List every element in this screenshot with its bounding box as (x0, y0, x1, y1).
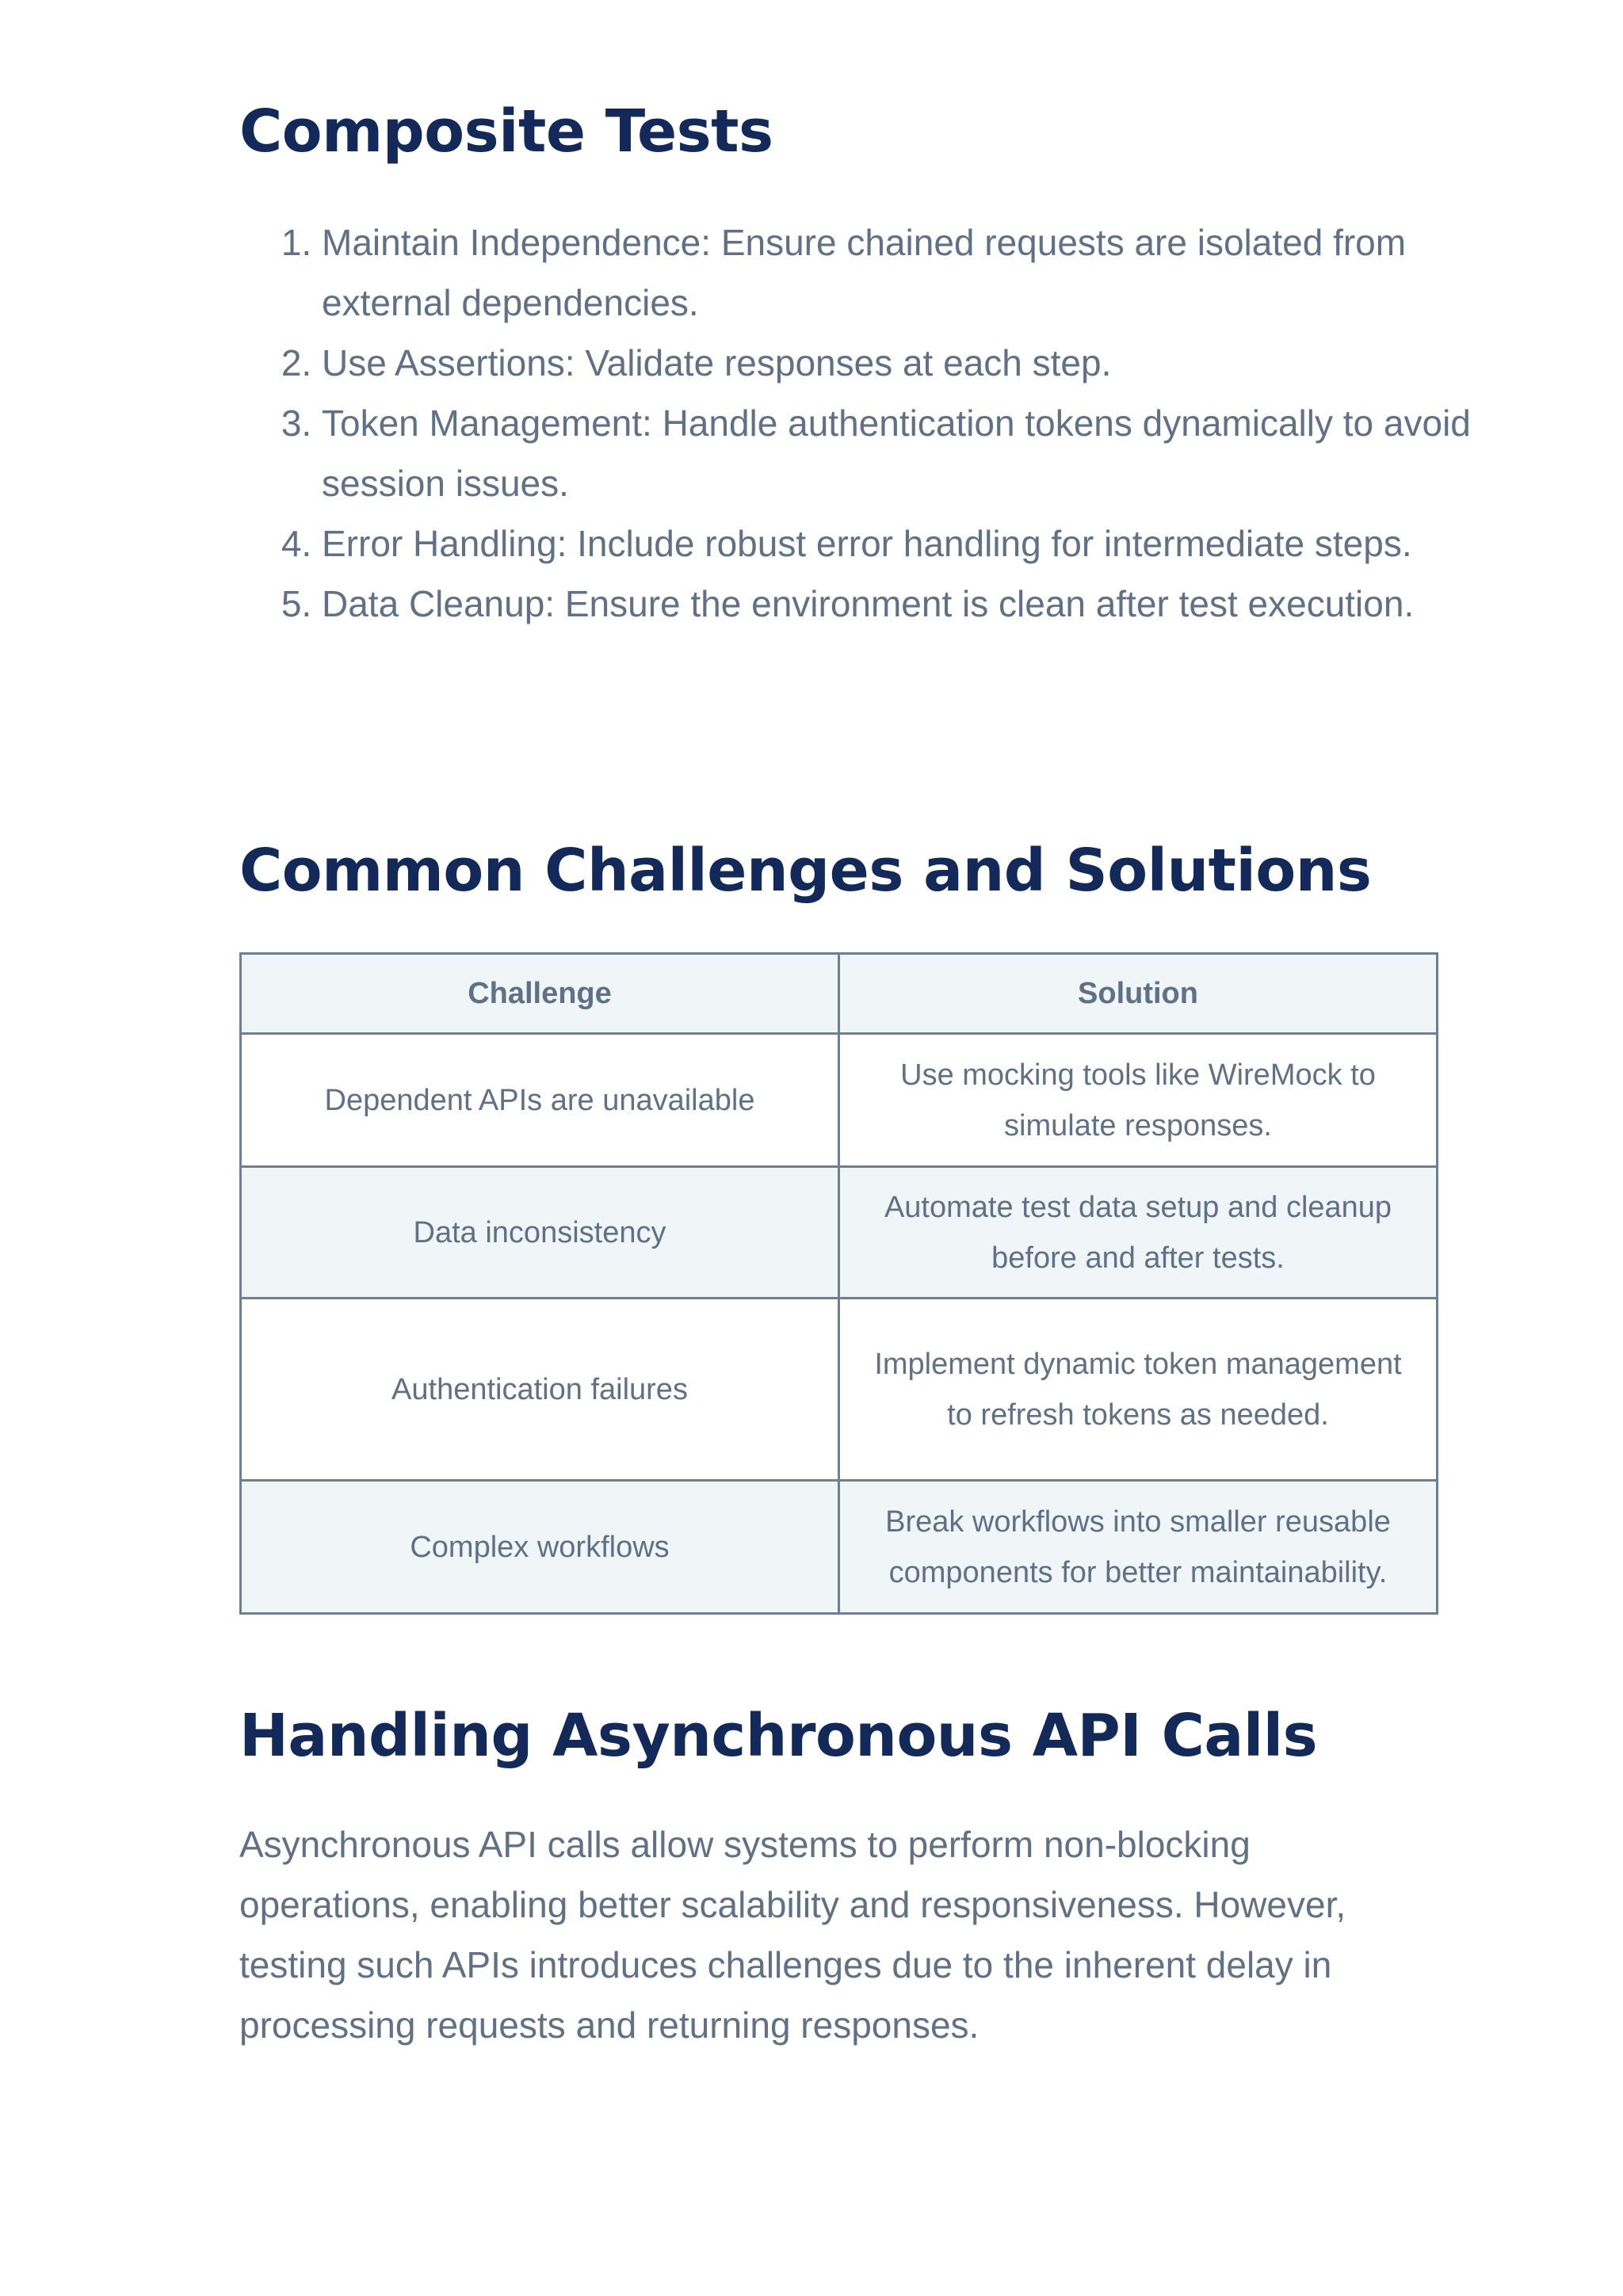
list-item: 3. Token Management: Handle authentication tokens dynamically to avoid session issues. (322, 393, 1479, 513)
table-row (241, 1481, 1438, 1614)
list-item: 2. Use Assertions: Validate responses at each step. (322, 333, 1479, 393)
table-row (241, 1034, 1438, 1167)
list-item: 4. Error Handling: Include robust error handling for intermediate steps. (322, 513, 1479, 574)
async-intro-paragraph: Asynchronous API calls allow systems to perform non-blocking operations, enabling better scalability and responsiveness. However, testing such APIs introduces challenges due to the inherent delay in processing requests and returning responses. (239, 1824, 1346, 2046)
challenge-cell: Complex workflows (241, 1481, 839, 1614)
challenges-table (239, 952, 1438, 1615)
solution-cell: Implement dynamic token management to refresh tokens as needed. (839, 1299, 1438, 1481)
table-row (241, 1167, 1438, 1299)
column-header-solution: Solution (839, 954, 1438, 1034)
solution-cell: Use mocking tools like WireMock to simulate responses. (839, 1034, 1438, 1167)
challenge-cell: Dependent APIs are unavailable (241, 1034, 839, 1167)
section-title-async: Handling Asynchronous API Calls (239, 1702, 1318, 1770)
list-item: 1. Maintain Independence: Ensure chained requests are isolated from external dependencies. (322, 212, 1479, 333)
section-title-composite-tests: Composite Tests (239, 97, 773, 166)
table-header-row (241, 954, 1438, 1034)
list-item: 5. Data Cleanup: Ensure the environment is clean after test execution. (322, 574, 1479, 634)
solution-cell: Break workflows into smaller reusable components for better maintainability. (839, 1481, 1438, 1614)
composite-tests-list (239, 212, 1479, 634)
column-header-challenge: Challenge (241, 954, 839, 1034)
table-row (241, 1299, 1438, 1481)
solution-cell: Automate test data setup and cleanup before and after tests. (839, 1167, 1438, 1299)
challenge-cell: Data inconsistency (241, 1167, 839, 1299)
challenge-cell: Authentication failures (241, 1299, 839, 1481)
section-title-challenges: Common Challenges and Solutions (239, 837, 1372, 905)
